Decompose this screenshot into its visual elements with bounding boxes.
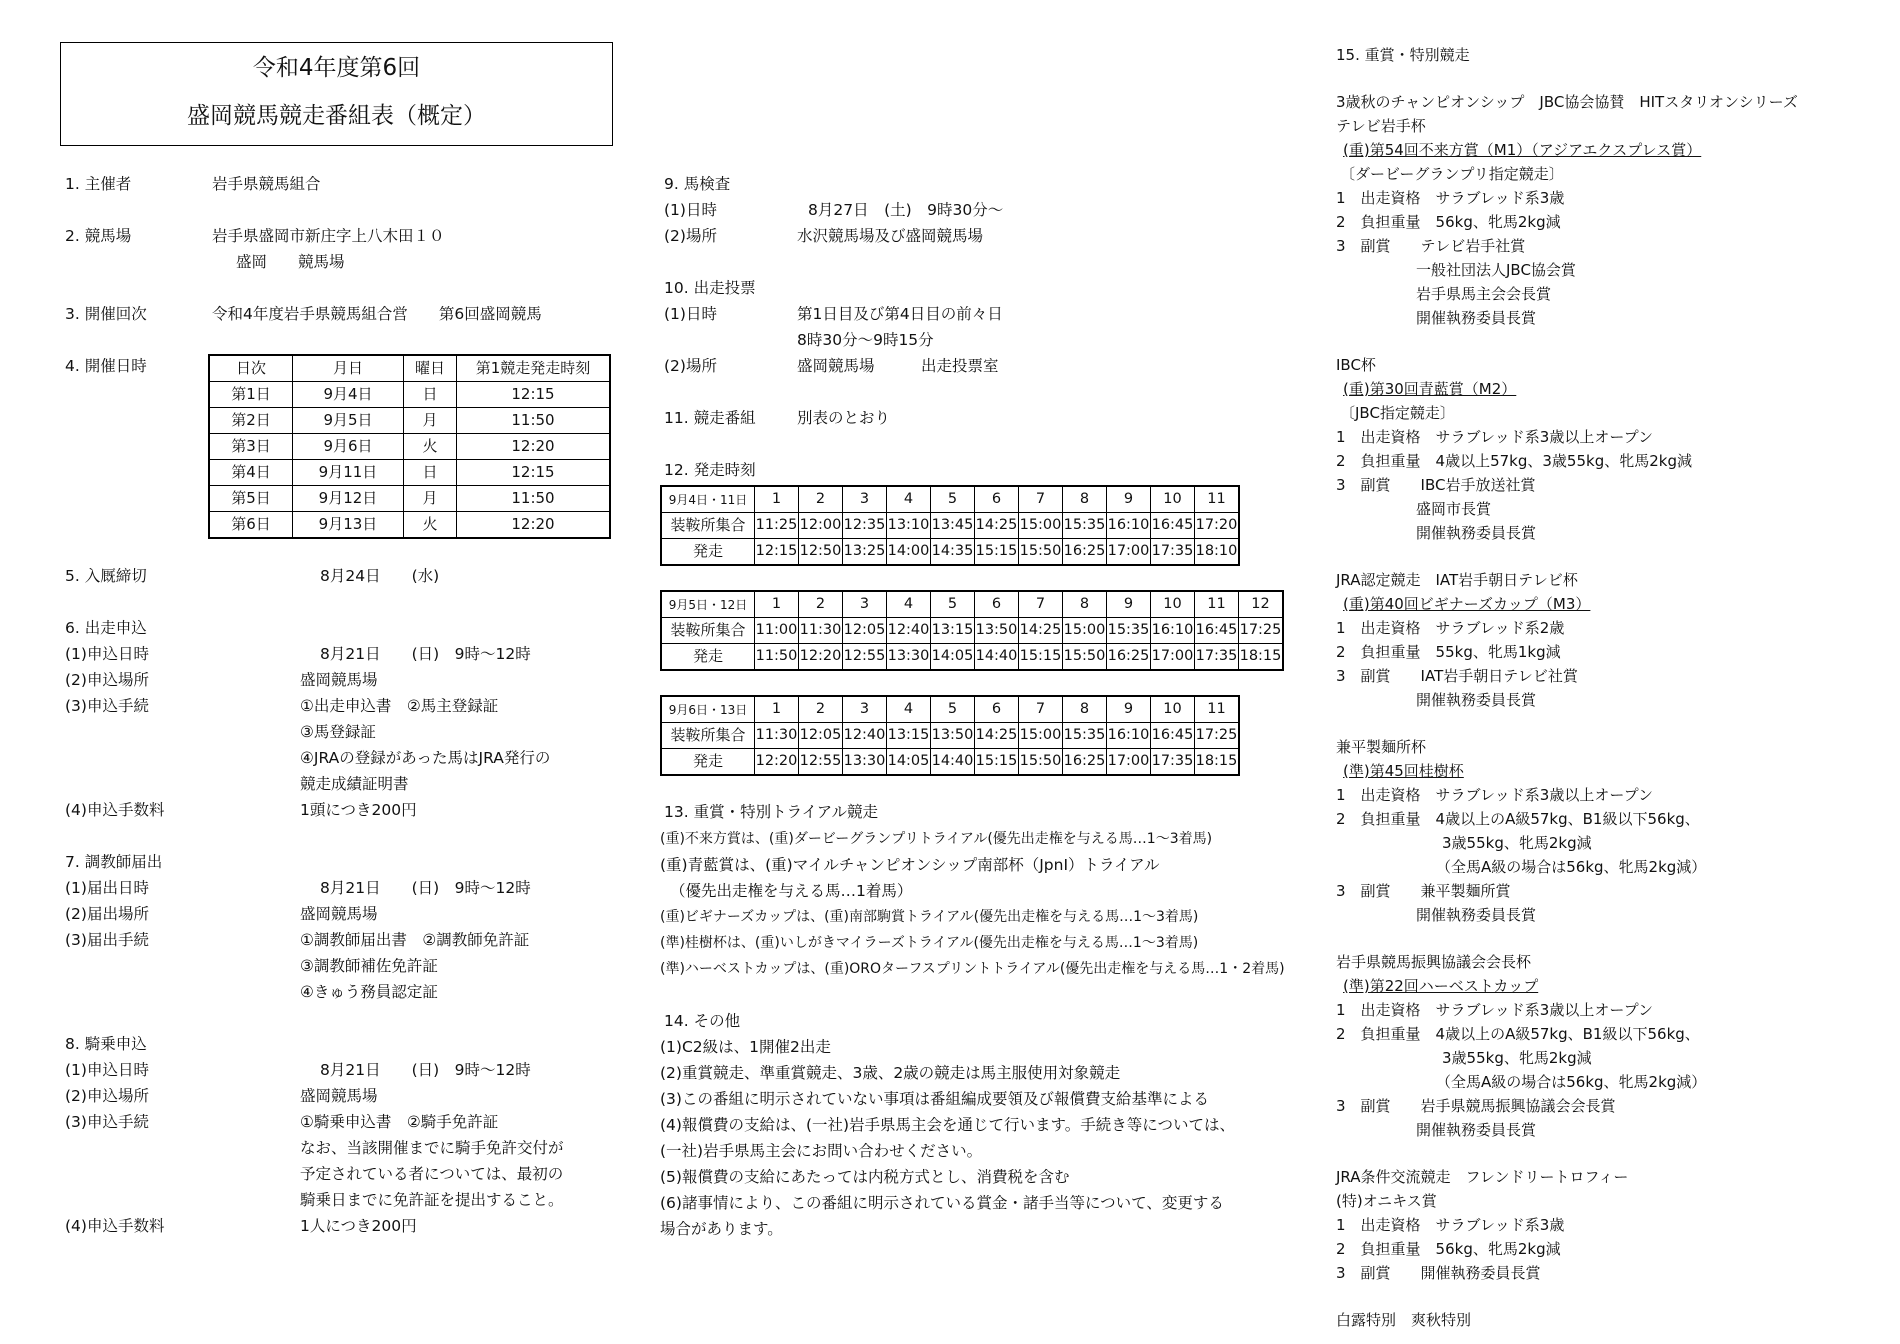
r4-line-7: 3 副賞 兼平製麺所賞 [1336, 882, 1511, 900]
s10-r2-label: (2)場所 [664, 357, 717, 375]
post-time: 17:35 [1151, 749, 1195, 776]
section-2-value-2: 盛岡 競馬場 [236, 253, 345, 271]
schedule-weekday: 日 [404, 382, 457, 408]
s14-line-2: (2)重賞競走、準重賞競走、3歳、2歳の競走は馬主服使用対象競走 [660, 1064, 1121, 1082]
saddling-time: 14:25 [975, 723, 1019, 749]
schedule-row [209, 486, 610, 512]
r1-race-name: (重)第54回不来方賞（M1）（アジアエクスプレス賞） [1343, 141, 1702, 159]
r2-line-6: 3 副賞 IBC岩手放送社賞 [1336, 476, 1536, 494]
race-number: 3 [843, 591, 887, 618]
r4-line-6: （全馬A級の場合は56kg、牝馬2kg減） [1436, 858, 1707, 876]
r5-line-1: 岩手県競馬振興協議会会長杯 [1336, 953, 1532, 971]
s14-line-3: (3)この番組に明示されていない事項は番組編成要領及び報償費支給基準による [660, 1090, 1209, 1108]
post-time-table-2 [660, 590, 1284, 671]
r5-race-name: (準)第22回ハーベストカップ [1343, 977, 1539, 995]
schedule-date: 9月13日 [293, 512, 404, 539]
section-5-label: 5. 入厩締切 [65, 567, 147, 585]
s6-r1-label: (1)申込日時 [65, 645, 149, 663]
post-time: 11:50 [755, 644, 799, 671]
saddling-time: 17:25 [1239, 618, 1284, 644]
race-number: 9 [1107, 696, 1151, 723]
saddling-time: 16:45 [1195, 618, 1239, 644]
s8-r3-value-1: ①騎乗申込書 ②騎手免許証 [300, 1113, 499, 1131]
r3-line-3: 1 出走資格 サラブレッド系2歳 [1336, 619, 1565, 637]
post-time: 15:50 [1019, 539, 1063, 566]
r7-line-1: 白露特別 爽秋特別 [1336, 1311, 1472, 1329]
schedule-weekday: 月 [404, 408, 457, 434]
r6-line-1: JRA条件交流競走 フレンドリートロフィー [1336, 1168, 1629, 1186]
post-time: 14:35 [931, 539, 975, 566]
r3-line-4: 2 負担重量 55kg、牝馬1kg減 [1336, 643, 1561, 661]
r1-line-10: 開催執務委員長賞 [1416, 309, 1537, 327]
schedule-row [209, 382, 610, 408]
r3-race-name: (重)第40回ビギナーズカップ（M3） [1343, 595, 1591, 613]
race-number: 6 [975, 696, 1019, 723]
s8-r3-value-3: 予定されている者については、最初の [300, 1165, 564, 1183]
s13-line-3: （優先出走権を与える馬…1着馬） [670, 882, 913, 900]
r5-line-3: 1 出走資格 サラブレッド系3歳以上オープン [1336, 1001, 1653, 1019]
s8-r4-value: 1人につき200円 [300, 1217, 417, 1235]
race-number: 2 [799, 486, 843, 513]
section-13-label: 13. 重賞・特別トライアル競走 [664, 803, 879, 821]
race-number: 5 [931, 591, 975, 618]
schedule-weekday: 火 [404, 512, 457, 539]
s7-r2-label: (2)届出場所 [65, 905, 149, 923]
section-3-label: 3. 開催回次 [65, 305, 147, 323]
schedule-first-time: 12:20 [457, 434, 611, 460]
s8-r1-label: (1)申込日時 [65, 1061, 149, 1079]
r1-line-2: テレビ岩手杯 [1336, 117, 1426, 135]
s14-line-8: 場合があります。 [660, 1220, 783, 1238]
saddling-label: 装鞍所集合 [661, 513, 755, 539]
post-time-table-1 [660, 485, 1240, 566]
saddling-time: 17:20 [1195, 513, 1240, 539]
s10-r1-value-1: 第1日目及び第4日目の前々日 [797, 305, 1003, 323]
r3-line-5: 3 副賞 IAT岩手朝日テレビ社賞 [1336, 667, 1578, 685]
schedule-day: 第3日 [209, 434, 293, 460]
saddling-time: 11:30 [755, 723, 799, 749]
s8-r1-value: 8月21日 (日) 9時～12時 [320, 1061, 531, 1079]
saddling-time: 11:00 [755, 618, 799, 644]
schedule-day: 第5日 [209, 486, 293, 512]
s7-r3-value-3: ④きゅう務員認定証 [300, 983, 438, 1001]
r1-line-6: 2 負担重量 56kg、牝馬2kg減 [1336, 213, 1561, 231]
header-weekday: 曜日 [404, 355, 457, 382]
schedule-day: 第2日 [209, 408, 293, 434]
r2-race-name: (重)第30回青藍賞（M2） [1343, 380, 1517, 398]
post-time: 16:25 [1107, 644, 1151, 671]
s6-r4-value: 1頭につき200円 [300, 801, 417, 819]
r4-line-8: 開催執務委員長賞 [1416, 906, 1537, 924]
s6-r3-label: (3)申込手続 [65, 697, 149, 715]
schedule-first-time: 11:50 [457, 408, 611, 434]
saddling-time: 11:25 [755, 513, 799, 539]
saddling-time: 16:10 [1107, 723, 1151, 749]
race-number: 3 [843, 696, 887, 723]
saddling-time: 15:35 [1063, 723, 1107, 749]
section-5-value: 8月24日 (水) [320, 567, 440, 585]
title-box [60, 42, 613, 146]
race-number: 10 [1151, 696, 1195, 723]
schedule-first-time: 11:50 [457, 486, 611, 512]
section-4-label: 4. 開催日時 [65, 357, 147, 375]
schedule-table [208, 354, 611, 539]
race-number-row [661, 591, 1283, 618]
r3-line-1: JRA認定競走 IAT岩手朝日テレビ杯 [1336, 571, 1578, 589]
post-time: 14:40 [931, 749, 975, 776]
saddling-time: 12:00 [799, 513, 843, 539]
race-number: 4 [887, 486, 931, 513]
post-time: 15:15 [975, 749, 1019, 776]
section-11-label: 11. 競走番組 [664, 409, 756, 427]
saddling-time: 15:00 [1019, 723, 1063, 749]
schedule-first-time: 12:20 [457, 512, 611, 539]
section-6-label: 6. 出走申込 [65, 619, 147, 637]
s13-line-6: (準)ハーベストカップは、(重)OROターフスプリントトライアル(優先出走権を与える馬…1・2着馬) [660, 961, 1285, 977]
race-number: 1 [755, 486, 799, 513]
race-number: 11 [1195, 591, 1239, 618]
s13-line-4: (重)ビギナーズカップは、(重)南部駒賞トライアル(優先出走権を与える馬…1～3着馬) [660, 909, 1199, 925]
s14-line-5: (一社)岩手県馬主会にお問い合わせください。 [660, 1142, 983, 1160]
schedule-date: 9月4日 [293, 382, 404, 408]
schedule-date: 9月6日 [293, 434, 404, 460]
r4-race-name: (準)第45回桂樹杯 [1343, 762, 1464, 780]
r1-line-7: 3 副賞 テレビ岩手社賞 [1336, 237, 1526, 255]
post-time: 16:25 [1063, 749, 1107, 776]
s10-r2-value: 盛岡競馬場 出走投票室 [797, 357, 999, 375]
race-number: 4 [887, 591, 931, 618]
saddling-time: 16:10 [1107, 513, 1151, 539]
saddling-time: 16:45 [1151, 723, 1195, 749]
section-11-value: 別表のとおり [797, 409, 891, 427]
s6-r3-value-1: ①出走申込書 ②馬主登録証 [300, 697, 499, 715]
race-number: 8 [1063, 696, 1107, 723]
race-number: 6 [975, 591, 1019, 618]
s14-line-7: (6)諸事情により、この番組に明示されている賞金・諸手当等について、変更する [660, 1194, 1224, 1212]
r2-line-4: 1 出走資格 サラブレッド系3歳以上オープン [1336, 428, 1653, 446]
r1-line-9: 岩手県馬主会会長賞 [1416, 285, 1552, 303]
s7-r1-label: (1)届出日時 [65, 879, 149, 897]
s6-r4-label: (4)申込手数料 [65, 801, 165, 819]
s7-r1-value: 8月21日 (日) 9時～12時 [320, 879, 531, 897]
title-line-2: 盛岡競馬競走番組表（概定） [187, 103, 486, 129]
race-number: 5 [931, 696, 975, 723]
schedule-row [209, 408, 610, 434]
post-time: 15:15 [975, 539, 1019, 566]
race-number-row [661, 486, 1239, 513]
saddling-time: 13:15 [931, 618, 975, 644]
s9-r2-value: 水沢競馬場及び盛岡競馬場 [797, 227, 984, 245]
race-number: 4 [887, 696, 931, 723]
post-time: 12:55 [799, 749, 843, 776]
race-number: 10 [1151, 486, 1195, 513]
schedule-day: 第6日 [209, 512, 293, 539]
r6-line-5: 3 副賞 開催執務委員長賞 [1336, 1264, 1541, 1282]
s6-r2-value: 盛岡競馬場 [300, 671, 378, 689]
post-time: 14:00 [887, 539, 931, 566]
section-7-label: 7. 調教師届出 [65, 853, 163, 871]
s8-r4-label: (4)申込手数料 [65, 1217, 165, 1235]
post-time: 14:05 [887, 749, 931, 776]
s10-r1-label: (1)日時 [664, 305, 717, 323]
post-time-table-3 [660, 695, 1240, 776]
schedule-first-time: 12:15 [457, 460, 611, 486]
s7-r3-value-2: ③調教師補佐免許証 [300, 957, 438, 975]
post-time: 12:15 [755, 539, 799, 566]
r5-line-4: 2 負担重量 4歳以上のA級57kg、B1級以下56kg、 [1336, 1025, 1700, 1043]
post-row [661, 644, 1283, 671]
r2-line-5: 2 負担重量 4歳以上57kg、3歳55kg、牝馬2kg減 [1336, 452, 1692, 470]
s9-r2-label: (2)場所 [664, 227, 717, 245]
post-time: 15:15 [1019, 644, 1063, 671]
section-2-label: 2. 競馬場 [65, 227, 132, 245]
date-header: 9月4日・11日 [661, 486, 755, 513]
r1-line-1: 3歳秋のチャンピオンシップ JBC協会協賛 HITスタリオンシリーズ [1336, 93, 1798, 111]
section-9-label: 9. 馬検査 [664, 175, 731, 193]
schedule-first-time: 12:15 [457, 382, 611, 408]
race-number-row [661, 696, 1239, 723]
race-number: 9 [1107, 486, 1151, 513]
schedule-weekday: 火 [404, 434, 457, 460]
post-time: 17:00 [1107, 539, 1151, 566]
saddling-time: 14:25 [1019, 618, 1063, 644]
race-number: 11 [1195, 486, 1240, 513]
race-number: 2 [799, 696, 843, 723]
section-1-label: 1. 主催者 [65, 175, 132, 193]
r4-line-1: 兼平製麺所杯 [1336, 738, 1427, 756]
r5-line-5: 3歳55kg、牝馬2kg減 [1442, 1049, 1592, 1067]
schedule-date: 9月11日 [293, 460, 404, 486]
r6-line-3: 1 出走資格 サラブレッド系3歳 [1336, 1216, 1565, 1234]
s9-r1-value: 8月27日 (土) 9時30分～ [808, 201, 1004, 219]
saddling-time: 12:05 [799, 723, 843, 749]
schedule-row [209, 460, 610, 486]
schedule-weekday: 日 [404, 460, 457, 486]
post-time: 17:35 [1195, 644, 1239, 671]
s14-line-1: (1)C2級は、1開催2出走 [660, 1038, 831, 1056]
race-number: 11 [1195, 696, 1240, 723]
section-10-label: 10. 出走投票 [664, 279, 756, 297]
s8-r3-value-2: なお、当該開催までに騎手免許交付が [300, 1139, 564, 1157]
post-time: 18:15 [1239, 644, 1284, 671]
post-label: 発走 [661, 539, 755, 566]
post-label: 発走 [661, 644, 755, 671]
s6-r3-value-4: 競走成績証明書 [300, 775, 409, 793]
race-number: 9 [1107, 591, 1151, 618]
s8-r2-value: 盛岡競馬場 [300, 1087, 378, 1105]
s7-r3-label: (3)届出手続 [65, 931, 149, 949]
header-first-race-time: 第1競走発走時刻 [457, 355, 611, 382]
race-number: 6 [975, 486, 1019, 513]
r6-line-4: 2 負担重量 56kg、牝馬2kg減 [1336, 1240, 1561, 1258]
s6-r2-label: (2)申込場所 [65, 671, 149, 689]
section-12-label: 12. 発走時刻 [664, 461, 756, 479]
post-time: 18:10 [1195, 539, 1240, 566]
r2-line-7: 盛岡市長賞 [1416, 500, 1492, 518]
header-date: 月日 [293, 355, 404, 382]
r2-line-1: IBC杯 [1336, 356, 1376, 374]
race-number: 7 [1019, 486, 1063, 513]
saddling-time: 15:00 [1019, 513, 1063, 539]
post-time: 12:20 [755, 749, 799, 776]
race-number: 12 [1239, 591, 1284, 618]
s7-r2-value: 盛岡競馬場 [300, 905, 378, 923]
header-day: 日次 [209, 355, 293, 382]
saddling-label: 装鞍所集合 [661, 618, 755, 644]
section-2-value-1: 岩手県盛岡市新庄字上八木田１０ [212, 227, 445, 245]
date-header: 9月5日・12日 [661, 591, 755, 618]
race-number: 5 [931, 486, 975, 513]
post-row [661, 539, 1239, 566]
saddling-time: 17:25 [1195, 723, 1240, 749]
s8-r2-label: (2)申込場所 [65, 1087, 149, 1105]
saddling-time: 16:45 [1151, 513, 1195, 539]
schedule-row [209, 512, 610, 539]
saddling-time: 16:10 [1151, 618, 1195, 644]
section-3-value: 令和4年度岩手県競馬組合営 第6回盛岡競馬 [212, 305, 542, 323]
saddling-row [661, 513, 1239, 539]
schedule-day: 第1日 [209, 382, 293, 408]
post-time: 15:50 [1063, 644, 1107, 671]
title-line-1: 令和4年度第6回 [252, 55, 421, 81]
s13-line-5: (準)桂樹杯は、(重)いしがきマイラーズトライアル(優先出走権を与える馬…1～3着馬) [660, 935, 1199, 951]
post-time: 13:30 [887, 644, 931, 671]
schedule-row [209, 434, 610, 460]
s6-r3-value-2: ③馬登録証 [300, 723, 376, 741]
saddling-time: 15:35 [1107, 618, 1151, 644]
s8-r3-value-4: 騎乗日までに免許証を提出すること。 [300, 1191, 564, 1209]
saddling-label: 装鞍所集合 [661, 723, 755, 749]
section-14-label: 14. その他 [664, 1012, 741, 1030]
section-8-label: 8. 騎乗申込 [65, 1035, 147, 1053]
r6-line-2: (特)オニキス賞 [1336, 1192, 1437, 1210]
race-number: 7 [1019, 591, 1063, 618]
post-time: 14:05 [931, 644, 975, 671]
race-number: 10 [1151, 591, 1195, 618]
saddling-time: 15:00 [1063, 618, 1107, 644]
r4-line-5: 3歳55kg、牝馬2kg減 [1442, 834, 1592, 852]
section-15-label: 15. 重賞・特別競走 [1336, 46, 1470, 64]
race-number: 1 [755, 696, 799, 723]
r1-line-4: 〔ダービーグランプリ指定競走〕 [1340, 165, 1564, 183]
post-time: 18:15 [1195, 749, 1240, 776]
s13-line-1: (重)不来方賞は、(重)ダービーグランプリトライアル(優先出走権を与える馬…1～3着馬) [660, 831, 1213, 847]
post-time: 13:25 [843, 539, 887, 566]
r2-line-3: 〔JBC指定競走〕 [1340, 404, 1455, 422]
post-time: 17:00 [1151, 644, 1195, 671]
s6-r1-value: 8月21日 (日) 9時～12時 [320, 645, 531, 663]
post-time: 17:00 [1107, 749, 1151, 776]
saddling-time: 13:45 [931, 513, 975, 539]
saddling-time: 12:05 [843, 618, 887, 644]
saddling-time: 12:40 [843, 723, 887, 749]
r3-line-6: 開催執務委員長賞 [1416, 691, 1537, 709]
schedule-weekday: 月 [404, 486, 457, 512]
post-time: 14:40 [975, 644, 1019, 671]
s7-r3-value-1: ①調教師届出書 ②調教師免許証 [300, 931, 530, 949]
saddling-time: 13:50 [931, 723, 975, 749]
post-label: 発走 [661, 749, 755, 776]
post-time: 12:20 [799, 644, 843, 671]
r1-line-8: 一般社団法人JBC協会賞 [1416, 261, 1576, 279]
r5-line-7: 3 副賞 岩手県競馬振興協議会会長賞 [1336, 1097, 1616, 1115]
schedule-date: 9月5日 [293, 408, 404, 434]
s14-line-4: (4)報償費の支給は、(一社)岩手県馬主会を通じて行います。手続き等については、 [660, 1116, 1236, 1134]
race-number: 7 [1019, 696, 1063, 723]
s9-r1-label: (1)日時 [664, 201, 717, 219]
r4-line-3: 1 出走資格 サラブレッド系3歳以上オープン [1336, 786, 1653, 804]
post-time: 13:30 [843, 749, 887, 776]
race-number: 8 [1063, 486, 1107, 513]
saddling-row [661, 723, 1239, 749]
saddling-time: 13:10 [887, 513, 931, 539]
r4-line-4: 2 負担重量 4歳以上のA級57kg、B1級以下56kg、 [1336, 810, 1700, 828]
post-row [661, 749, 1239, 776]
saddling-time: 11:30 [799, 618, 843, 644]
r2-line-8: 開催執務委員長賞 [1416, 524, 1537, 542]
saddling-time: 14:25 [975, 513, 1019, 539]
saddling-time: 13:15 [887, 723, 931, 749]
s14-line-6: (5)報償費の支給にあたっては内税方式とし、消費税を含む [660, 1168, 1070, 1186]
r5-line-8: 開催執務委員長賞 [1416, 1121, 1537, 1139]
r1-line-5: 1 出走資格 サラブレッド系3歳 [1336, 189, 1565, 207]
schedule-date: 9月12日 [293, 486, 404, 512]
date-header: 9月6日・13日 [661, 696, 755, 723]
saddling-time: 12:40 [887, 618, 931, 644]
race-number: 3 [843, 486, 887, 513]
race-number: 8 [1063, 591, 1107, 618]
post-time: 12:50 [799, 539, 843, 566]
s6-r3-value-3: ④JRAの登録があった馬はJRA発行の [300, 749, 551, 767]
post-time: 12:55 [843, 644, 887, 671]
s13-line-2: (重)青藍賞は、(重)マイルチャンピオンシップ南部杯（JpnⅠ）トライアル [660, 856, 1160, 874]
saddling-time: 15:35 [1063, 513, 1107, 539]
schedule-day: 第4日 [209, 460, 293, 486]
race-number: 1 [755, 591, 799, 618]
post-time: 16:25 [1063, 539, 1107, 566]
race-number: 2 [799, 591, 843, 618]
saddling-row [661, 618, 1283, 644]
saddling-time: 12:35 [843, 513, 887, 539]
s8-r3-label: (3)申込手続 [65, 1113, 149, 1131]
s10-r1-value-2: 8時30分～9時15分 [797, 331, 934, 349]
saddling-time: 13:50 [975, 618, 1019, 644]
post-time: 17:35 [1151, 539, 1195, 566]
section-1-value: 岩手県競馬組合 [212, 175, 321, 193]
schedule-header-row [209, 355, 610, 382]
r5-line-6: （全馬A級の場合は56kg、牝馬2kg減） [1436, 1073, 1707, 1091]
post-time: 15:50 [1019, 749, 1063, 776]
